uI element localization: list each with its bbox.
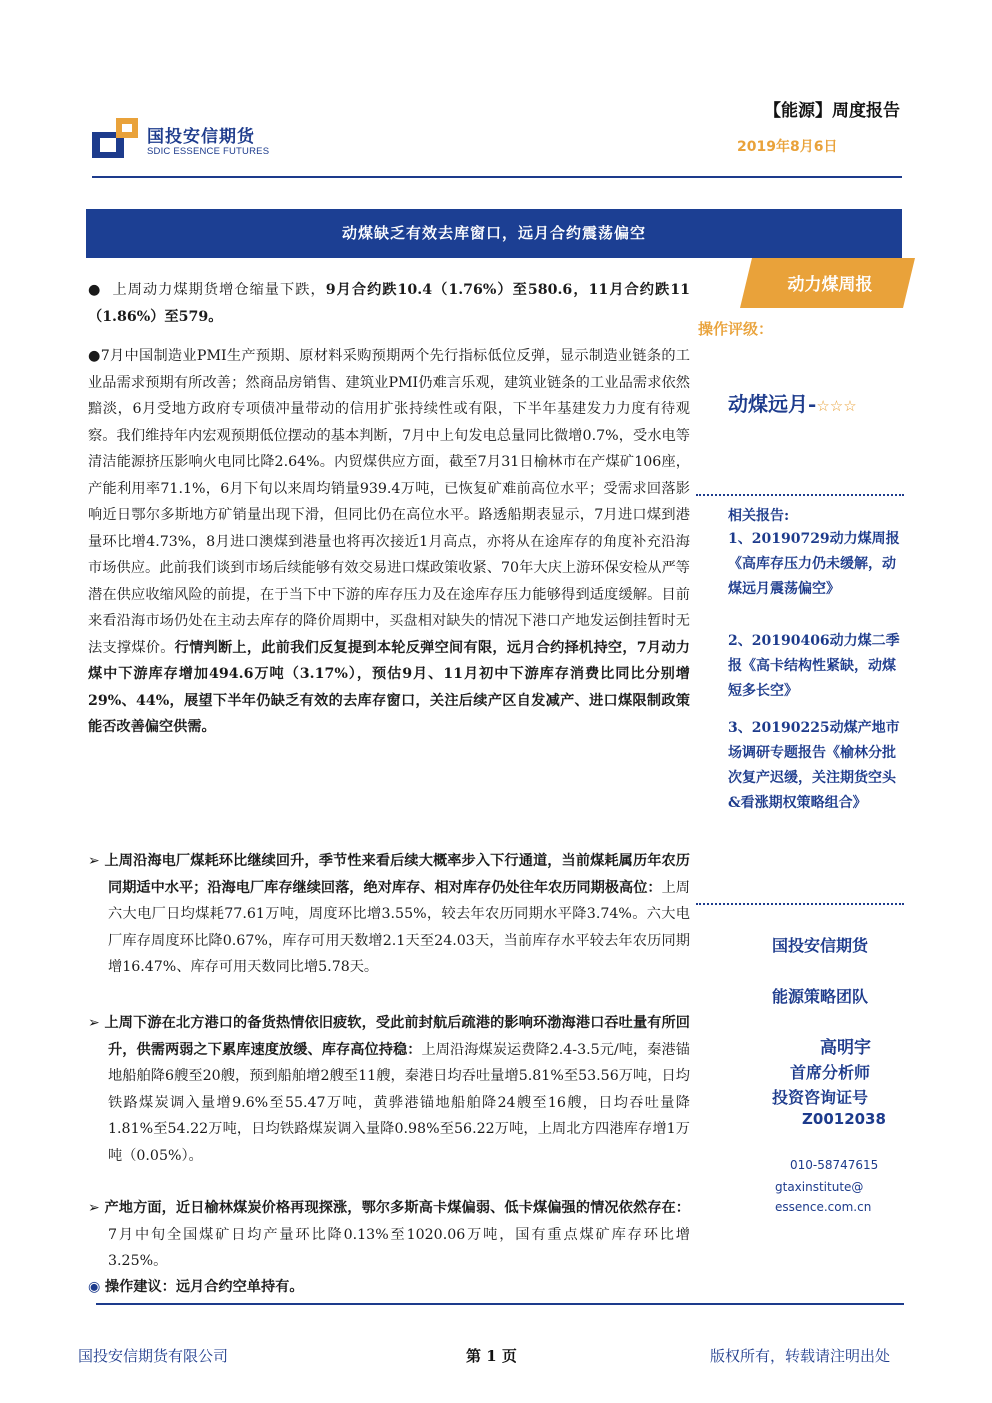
- right-divider-1: [696, 494, 904, 496]
- report-title: 动煤缺乏有效去库窗口，远月合约震荡偏空: [341, 224, 646, 242]
- related-report-item[interactable]: 1、20190729动力煤周报《高库存压力仍未缓解，动煤远月震荡偏空》: [728, 531, 900, 597]
- header-divider: [92, 176, 902, 178]
- analyst-name: 高明宇: [820, 1038, 871, 1058]
- rating-label: 操作评级：: [698, 320, 774, 338]
- category-tag: 动力煤周报: [787, 275, 873, 295]
- author-team: 能源策略团队: [772, 987, 869, 1006]
- footer-copyright: 版权所有，转载请注明出处: [710, 1347, 891, 1365]
- report-type: 【能源】周度报告: [764, 101, 900, 121]
- related-report-item[interactable]: 2、20190406动力煤二季报《高卡结构性紧缺，动煤短多长空》: [728, 633, 900, 699]
- report-date: 2019年8月6日: [737, 139, 838, 155]
- point-power-plant: ➢ 上周沿海电厂煤耗环比继续回升，季节性来看后续大概率步入下行通道，当前煤耗属历年农历同期适中水平；沿海电厂库存继续回落，绝对库存、相对库存仍处往年农历同期极高位：上周六大电厂日均煤耗77.61万吨，周度环比增3.55%，较去年农历同期水平降3.74%。六大电厂库存周度环比降0.67%，库存可用天数增2.1天至24.03天，当前库存水平较去年农历同期增16.47%、库存可用天数同比增5.78天。: [88, 853, 690, 975]
- logo-chinese-name: 国投安信期货: [147, 127, 255, 147]
- point-production-area: ➢ 产地方面，近日榆林煤炭价格再现探涨，鄂尔多斯高卡煤偏弱、低卡煤偏强的情况依然存在：7月中旬全国煤矿日均产量环比降0.13%至1020.06万吨，国有重点煤矿库存环比增3.25%。: [88, 1200, 690, 1269]
- arrow-bullet-icon: ➢: [88, 1200, 100, 1216]
- related-reports-title: 相关报告:: [728, 508, 790, 524]
- analyst-phone: 010-58747615: [790, 1158, 879, 1172]
- logo-english-name: SDIC ESSENCE FUTURES: [147, 146, 270, 157]
- summary-paragraph-2: ●7月中国制造业PMI生产预期、原材料采购预期两个先行指标低位反弹，显示制造业链条的工业品需求预期有所改善；然商品房销售、建筑业PMI仍难言乐观，建筑业链条的工业品需求依然黯淡，6月受地方政府专项债冲量带动的信用扩张持续性或有限，下半年基建发力力度有待观察。我们维持年内宏观预期低位摆动的基本判断，7月中上旬发电总量同比微增0.7%，受水电等清洁能源挤压影响火电同比降2.64%。内贸煤供应方面，截至7月31日榆林市在产煤矿106座，产能利用率71.1%，6月下旬以来周均销量939.4万吨，已恢复矿难前高位水平；受需求回落影响近日鄂尔多斯地方矿销量出现下滑，但同比仍在高位水平。路透船期表显示，7月进口煤到港量环比增4.73%，8月进口澳煤到港量也将再次接近1月高点，亦将从在途库存的角度补充沿海市场供应。此前我们谈到市场后续能够有效交易进口煤政策收紧、70年大庆上游环保安检从严等潜在供应收缩风险的前提，在于当下中下游的库存压力及在途库存压力能够得到适度缓解。目前来看沿海市场仍处在主动去库存的降价周期中，买盘相对缺失的情况下港口产地发运倒挂暂时无法支撑煤价。行情判断上，此前我们反复提到本轮反弹空间有限，远月合约择机持空，7月动力煤中下游库存增加494.6万吨（3.17%），预估9月、11月初中下游库存消费比同比分别增29%、44%，展望下半年仍缺乏有效的去库存窗口，关注后续产区自发减产、进口煤限制政策能否改善偏空供需。: [88, 348, 690, 735]
- author-firm: 国投安信期货: [772, 936, 869, 955]
- logo-mark-icon: [92, 118, 138, 158]
- arrow-bullet-icon: ➢: [88, 853, 100, 869]
- related-report-item[interactable]: 3、20190225动煤产地市场调研专题报告《榆林分批次复产迟缓，关注期货空头&看涨期权策略组合》: [728, 720, 900, 811]
- certificate-number: Z0012038: [802, 1110, 886, 1128]
- footer-divider: [96, 1303, 904, 1305]
- point-northern-ports: ➢ 上周下游在北方港口的备货热情依旧疲软，受此前封航后疏港的影响环渤海港口吞吐量有所回升，供需两弱之下累库速度放缓、库存高位持稳：上周沿海煤炭运费降2.4-3.5元/吨，秦港锚地船舶降6艘至20艘，预到船舶增2艘至11艘，秦港日均吞吐量增5.81%至53.56万吨，日均铁路煤炭调入量增9.6%至55.47万吨，黄骅港锚地船舶降24艘至16艘，日均吞吐量降1.81%至54.22万吨，日均铁路煤炭调入量降0.98%至56.22万吨，上周北方四港库存增1万吨（0.05%）。: [88, 1015, 690, 1164]
- operation-advice: ◉ 操作建议：远月合约空单持有。: [88, 1279, 304, 1295]
- target-bullet-icon: ◉: [88, 1279, 101, 1295]
- analyst-title: 首席分析师: [790, 1063, 871, 1082]
- certificate-label: 投资咨询证号: [772, 1088, 869, 1107]
- rating-value: [728, 388, 857, 417]
- page-number: 第 1 页: [466, 1347, 517, 1365]
- footer-company: 国投安信期货有限公司: [78, 1347, 229, 1365]
- analyst-email[interactable]: gtaxinstitute@: [775, 1180, 864, 1194]
- rating-stars-icon: ☆☆☆: [816, 397, 857, 415]
- right-divider-2: [696, 903, 904, 905]
- bullet-icon: ●: [88, 282, 102, 298]
- summary-paragraph-1: ● 上周动力煤期货增仓缩量下跌，9月合约跌10.4（1.76%）至580.6，11月合约跌11（1.86%）至579。: [88, 282, 690, 325]
- arrow-bullet-icon: ➢: [88, 1015, 100, 1031]
- rating-text: 动煤远月-: [728, 392, 817, 416]
- analyst-email-domain[interactable]: essence.com.cn: [775, 1200, 872, 1214]
- bullet-icon: ●: [88, 348, 101, 364]
